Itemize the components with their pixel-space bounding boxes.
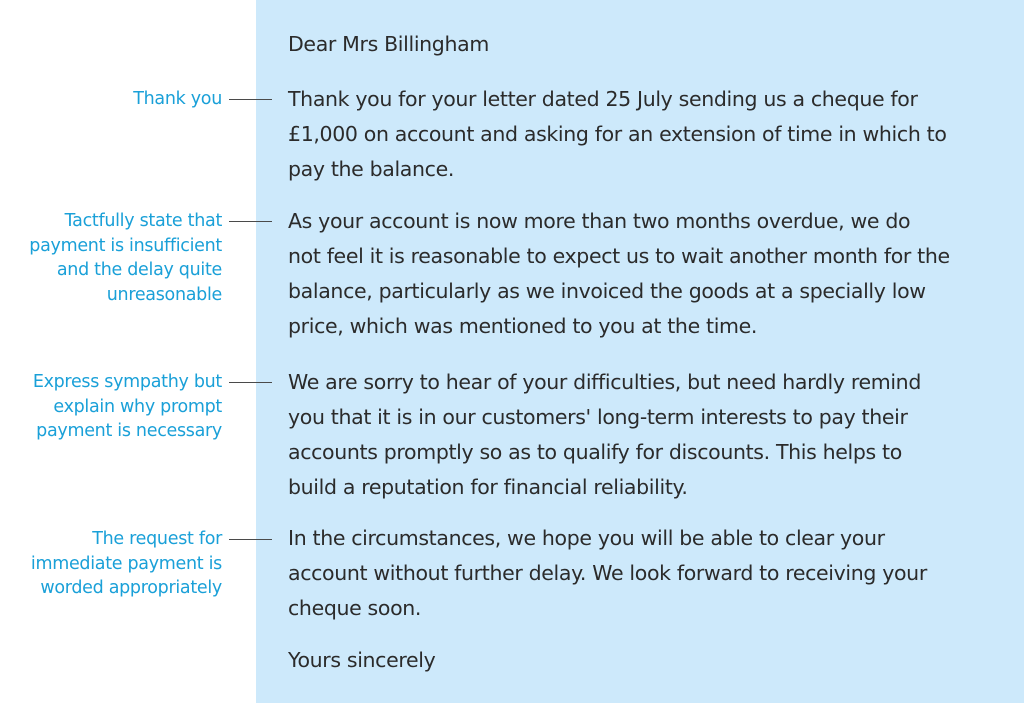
leader-line-thank-you	[229, 99, 272, 100]
letter-salutation: Dear Mrs Billingham	[288, 32, 489, 56]
leader-line-sympathy	[229, 382, 272, 383]
letter-paragraph-request: In the circumstances, we hope you will be able to clear your account without further delay. We look forward to receiving your cheque soon.	[288, 526, 927, 620]
letter-paragraph-thanks: Thank you for your letter dated 25 July sending us a cheque for £1,000 on account and asking for an extension of time in which to pay the balance.	[288, 87, 947, 181]
annotation-sympathy: Express sympathy but explain why prompt payment is necessary	[32, 372, 222, 441]
letter-paragraph-sympathy: We are sorry to hear of your difficulties, but need hardly remind you that it is in our customers' long-term interests to pay their accounts promptly so as to qualify for discounts. This helps to build a reputation for financial reliability.	[288, 370, 921, 499]
letter-closing: Yours sincerely	[288, 648, 436, 672]
annotation-immediate-payment: The request for immediate payment is worded appropriately	[30, 529, 222, 598]
leader-line-tactful-statement	[229, 221, 272, 222]
annotation-tactful-statement: Tactfully state that payment is insufficient and the delay quite unreasonable	[29, 211, 222, 305]
annotation-thank-you: Thank you	[133, 89, 222, 109]
leader-line-immediate-payment	[229, 539, 272, 540]
letter-paragraph-overdue: As your account is now more than two months overdue, we do not feel it is reasonable to expect us to wait another month for the balance, particularly as we invoiced the goods at a specially low price, which was mentioned to you at the time.	[288, 209, 950, 338]
